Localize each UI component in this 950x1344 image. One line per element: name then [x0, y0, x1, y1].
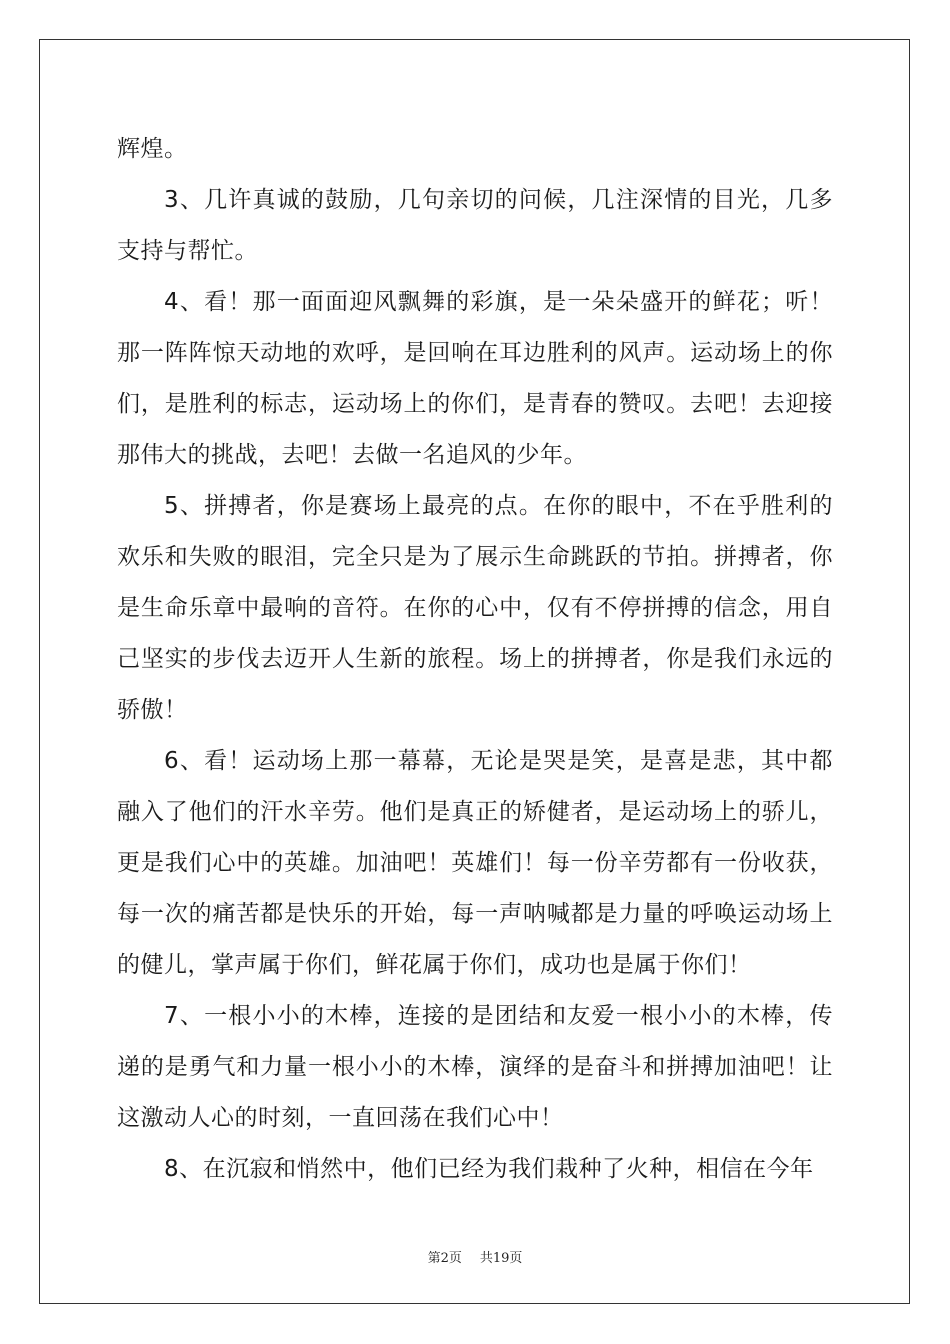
paragraph-7: 8、在沉寂和悄然中，他们已经为我们栽种了火种，相信在今年 [164, 1156, 814, 1182]
paragraph-3: 4、看！那一面面迎风飘舞的彩旗，是一朵朵盛开的鲜花；听！那一阵阵惊天动地的欢呼，是回响在耳边胜利的风声。运动场上的你们，是胜利的标志，运动场上的你们，是青春的赞叹。去吧！去迎接那伟大的挑战，去吧！去做一名追风的少年。 [117, 289, 833, 468]
paragraph-5: 6、看！运动场上那一幕幕，无论是哭是笑，是喜是悲，其中都融入了他们的汗水辛劳。他们是真正的矫健者，是运动场上的骄儿，更是我们心中的英雄。加油吧！英雄们！每一份辛劳都有一份收获，每一次的痛苦都是快乐的开始，每一声呐喊都是力量的呼唤运动场上的健儿，掌声属于你们，鲜花属于你们，成功也是属于你们！ [117, 748, 833, 978]
page-total: 共19页 [479, 1251, 523, 1266]
paragraph-1: 辉煌。 [117, 136, 188, 162]
document-body [117, 124, 833, 1195]
paragraph-2: 3、几许真诚的鼓励，几句亲切的问候，几注深情的目光，几多支持与帮忙。 [117, 187, 833, 264]
paragraph-4: 5、拼搏者，你是赛场上最亮的点。在你的眼中，不在乎胜利的欢乐和失败的眼泪，完全只是为了展示生命跳跃的节拍。拼搏者，你是生命乐章中最响的音符。在你的心中，仅有不停拼搏的信念，用自己坚实的步伐去迈开人生新的旅程。场上的拼搏者，你是我们永远的骄傲！ [117, 493, 833, 723]
page-number: 第2页 [427, 1251, 462, 1266]
page-footer [0, 1247, 950, 1266]
paragraph-6: 7、一根小小的木棒，连接的是团结和友爱一根小小的木棒，传递的是勇气和力量一根小小的木棒，演绎的是奋斗和拼搏加油吧！让这激动人心的时刻，一直回荡在我们心中！ [117, 1003, 833, 1131]
